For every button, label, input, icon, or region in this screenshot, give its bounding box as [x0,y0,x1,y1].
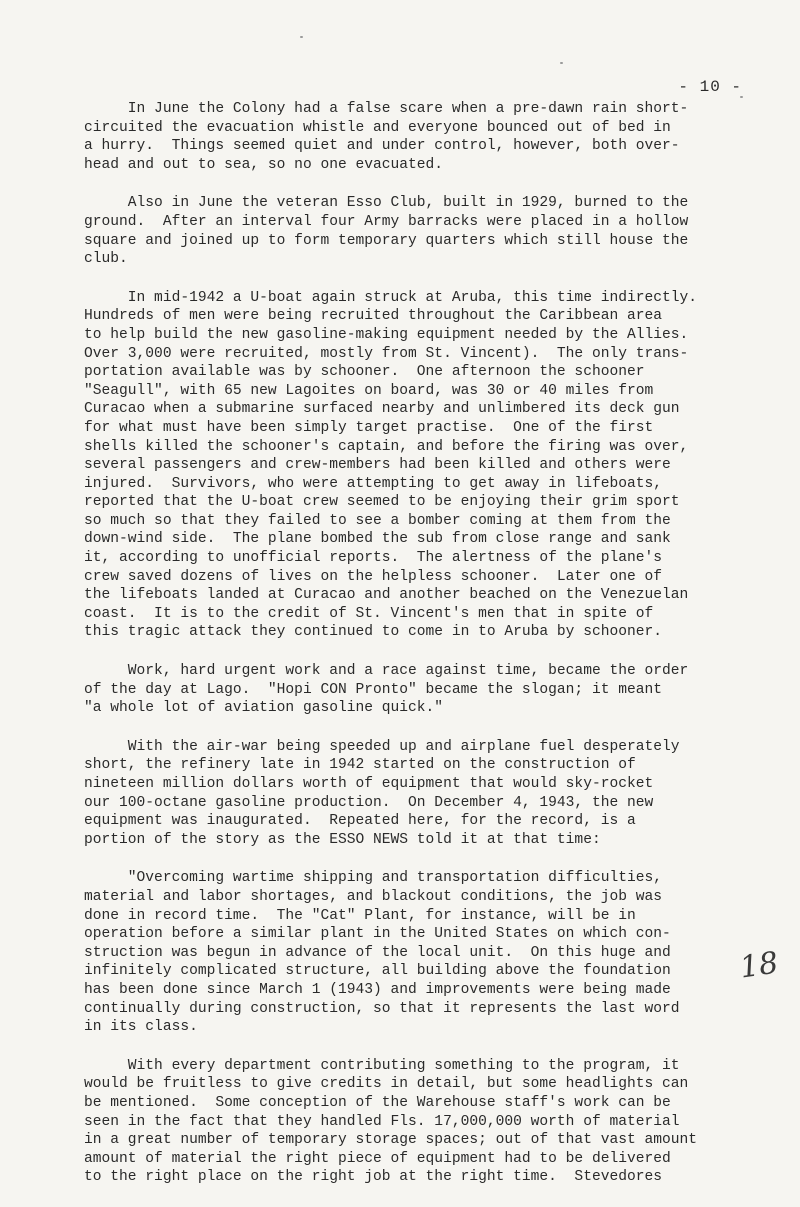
paragraph [84,869,748,1036]
text-line: ground. After an interval four Army barracks were placed in a hollow [84,213,689,230]
text-line: coast. It is to the credit of St. Vincent's men that in spite of [84,605,654,622]
text-line: Curacao when a submarine surfaced nearby and unlimbered its deck gun [84,401,680,418]
text-line: crew saved dozens of lives on the helpless schooner. Later one of [84,568,663,585]
text-line: in its class. [84,1019,198,1036]
text-line: Over 3,000 were recruited, mostly from St. Vincent). The only trans- [84,345,689,362]
paragraph [84,1057,748,1187]
text-line: the lifeboats landed at Curacao and another beached on the Venezuelan [84,587,689,604]
text-line: for what must have been simply target practise. One of the first [84,419,654,436]
text-line: Also in June the veteran Esso Club, built in 1929, burned to the [84,195,689,212]
text-line: head and out to sea, so no one evacuated. [84,156,444,173]
text-line: short, the refinery late in 1942 started on the construction of [84,757,636,774]
paragraph [84,738,748,850]
paragraph [84,194,748,268]
text-line: equipment was inaugurated. Repeated here, for the record, is a [84,813,636,830]
text-line: our 100-octane gasoline production. On December 4, 1943, the new [84,794,654,811]
text-line: operation before a similar plant in the United States on which con- [84,926,671,943]
text-line: done in record time. The "Cat" Plant, for instance, will be in [84,907,636,924]
text-line: circuited the evacuation whistle and everyone bounced out of bed in [84,119,671,136]
text-line: in a great number of temporary storage spaces; out of that vast amount [84,1132,698,1149]
text-line: has been done since March 1 (1943) and improvements were being made [84,981,671,998]
text-line: of the day at Lago. "Hopi CON Pronto" became the slogan; it meant [84,681,663,698]
paragraph [84,289,748,642]
text-line: portation available was by schooner. One afternoon the schooner [84,364,645,381]
text-line: portion of the story as the ESSO NEWS told it at that time: [84,831,601,848]
text-line: several passengers and crew-members had been killed and others were [84,457,671,474]
text-line: to help build the new gasoline-making equipment needed by the Allies. [84,326,689,343]
text-line: continually during construction, so that it represents the last word [84,1000,680,1017]
text-line: infinitely complicated structure, all building above the foundation [84,963,671,980]
scan-speck [740,96,743,98]
text-line: Work, hard urgent work and a race against time, became the order [84,663,689,680]
text-line: reported that the U-boat crew seemed to be enjoying their grim sport [84,494,680,511]
text-line: seen in the fact that they handled Fls. 17,000,000 worth of material [84,1113,680,1130]
paragraph [84,662,748,718]
text-line: so much so that they failed to see a bomber coming at them from the [84,512,671,529]
text-line: injured. Survivors, who were attempting to get away in lifeboats, [84,475,663,492]
text-line: be mentioned. Some conception of the Warehouse staff's work can be [84,1094,671,1111]
page-number: - 10 - [678,78,742,96]
text-line: material and labor shortages, and blackout conditions, the job was [84,888,663,905]
text-line: to the right place on the right job at the right time. Stevedores [84,1169,663,1186]
text-line: "Overcoming wartime shipping and transportation difficulties, [84,870,663,887]
text-line: square and joined up to form temporary quarters which still house the [84,232,689,249]
handwritten-page-note: 18 [737,945,781,986]
text-line: In June the Colony had a false scare when a pre-dawn rain short- [84,101,689,117]
text-line: this tragic attack they continued to come in to Aruba by schooner. [84,624,663,641]
text-line: "a whole lot of aviation gasoline quick." [84,700,444,717]
text-line: With every department contributing something to the program, it [84,1057,680,1074]
text-line: a hurry. Things seemed quiet and under control, however, both over- [84,138,680,155]
text-line: it, according to unofficial reports. The alertness of the plane's [84,550,663,567]
text-line: shells killed the schooner's captain, and before the firing was over, [84,438,689,455]
text-line: nineteen million dollars worth of equipment that would sky-rocket [84,776,654,792]
text-line: "Seagull", with 65 new Lagoites on board, was 30 or 40 miles from [84,382,654,399]
text-line: With the air-war being speeded up and airplane fuel desperately [84,738,680,755]
paragraph [84,100,748,174]
text-line: In mid-1942 a U-boat again struck at Aruba, this time indirectly. [84,289,698,306]
text-line: Hundreds of men were being recruited throughout the Caribbean area [84,308,663,325]
text-line: would be fruitless to give credits in detail, but some headlights can [84,1076,689,1093]
text-line: struction was begun in advance of the local unit. On this huge and [84,944,671,961]
body-text [84,100,748,1207]
text-line: club. [84,251,128,268]
text-line: down-wind side. The plane bombed the sub from close range and sank [84,531,671,548]
scan-speck [560,62,563,64]
text-line: amount of material the right piece of equipment had to be delivered [84,1150,671,1167]
scan-speck [300,36,303,38]
